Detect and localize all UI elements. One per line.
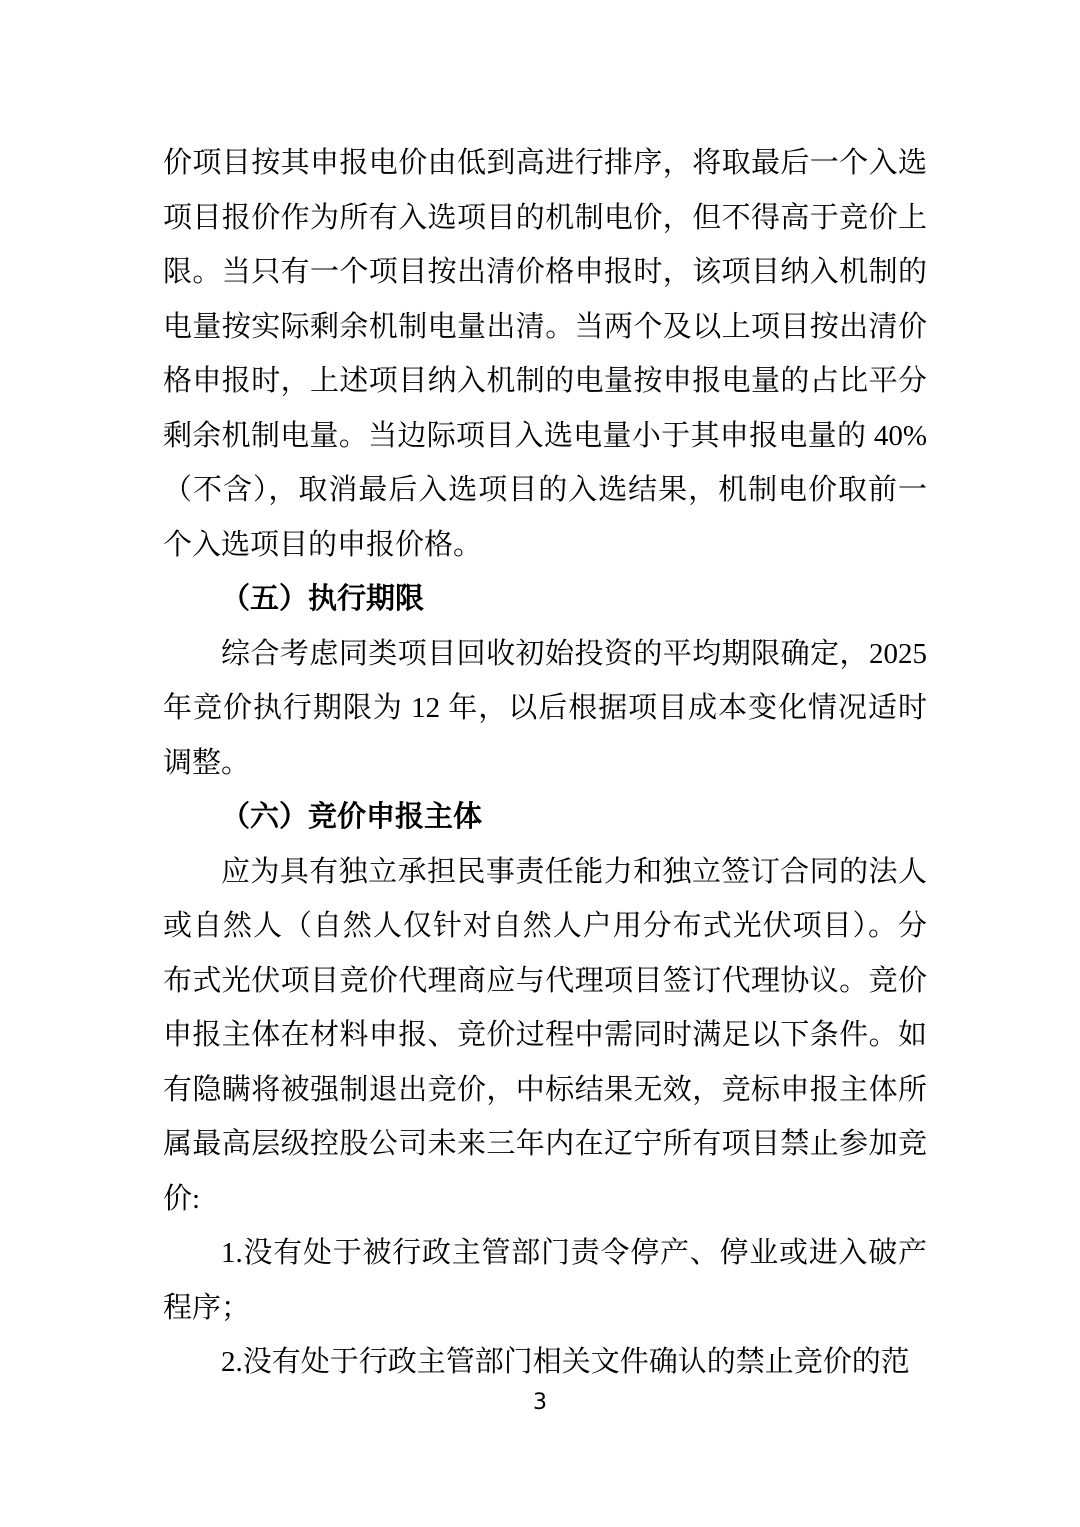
body-paragraph: 综合考虑同类项目回收初始投资的平均期限确定，2025 年竞价执行期限为 12 年，以后根据项目成本变化情况适时调整。 (163, 637, 927, 779)
body-paragraph: 应为具有独立承担民事责任能力和独立签订合同的法人或自然人（自然人仅针对自然人户用分布式光伏项目）。分布式光伏项目竞价代理商应与代理项目签订代理协议。竞价申报主体在材料申报、竞价过程中需同时满足以下条件。如有隐瞒将被强制退出竞价，中标结果无效，竞标申报主体所属最高层级控股公司未来三年内在辽宁所有项目禁止参加竞价: (163, 855, 927, 1215)
section-heading: （六）竞价申报主体 (221, 801, 483, 833)
section-heading: （五）执行期限 (221, 583, 425, 615)
document-body (163, 136, 927, 1390)
body-paragraph: 2.没有处于行政主管部门相关文件确认的禁止竞价的范 (221, 1346, 910, 1378)
page-number: 3 (533, 1390, 547, 1415)
body-paragraph: 价项目按其申报电价由低到高进行排序，将取最后一个入选项目报价作为所有入选项目的机制电价，但不得高于竞价上限。当只有一个项目按出清价格申报时，该项目纳入机制的电量按实际剩余机制电量出清。当两个及以上项目按出清价格申报时，上述项目纳入机制的电量按申报电量的占比平分剩余机制电量。当边际项目入选电量小于其申报电量的 40%（不含），取消最后入选项目的入选结果，机制电价取前一个入选项目的申报价格。 (163, 147, 927, 561)
page-footer (0, 1390, 1080, 1415)
body-paragraph: 1.没有处于被行政主管部门责令停产、停业或进入破产程序； (163, 1237, 927, 1324)
